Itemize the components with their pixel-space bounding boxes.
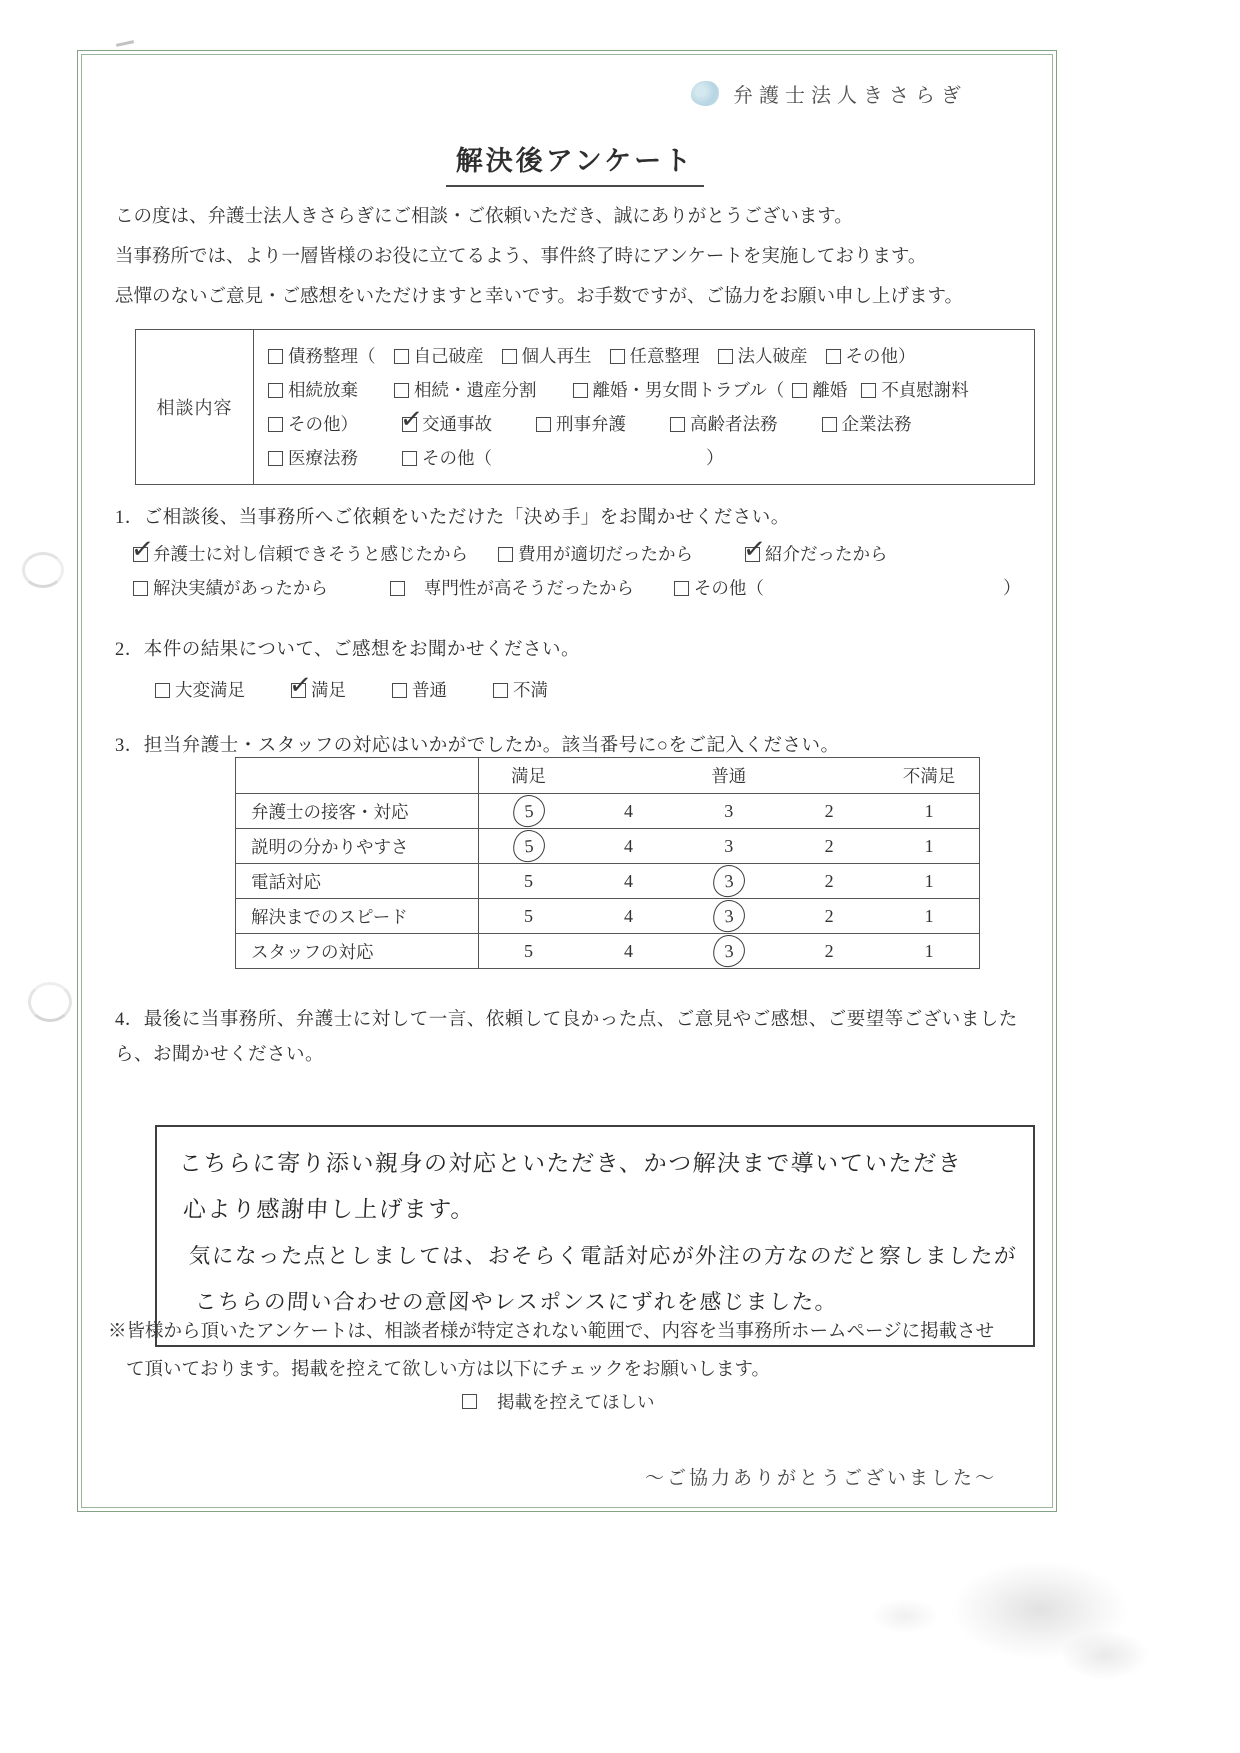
intro-line: この度は、弁護士法人きさらぎにご相談・ご依頼いただき、誠にありがとうございます。 bbox=[115, 207, 853, 227]
question-2 bbox=[115, 635, 1035, 707]
page-border-frame bbox=[77, 50, 1057, 1512]
firm-name: 弁護士法人きさらぎ bbox=[733, 85, 967, 107]
rating-cell[interactable]: 2 bbox=[824, 800, 834, 821]
rating-cell[interactable]: 4 bbox=[624, 800, 634, 821]
checkbox-icon bbox=[610, 349, 625, 364]
rating-row bbox=[236, 934, 980, 969]
checkbox-option[interactable]: その他（ bbox=[674, 571, 764, 605]
question-2-title: 2．本件の結果について、ご感想をお聞かせください。 bbox=[115, 640, 581, 660]
checkbox-icon bbox=[822, 417, 837, 432]
publication-note-line: ※皆様から頂いたアンケートは、相談者様が特定されない範囲で、内容を当事務所ホームページに掲載させ bbox=[108, 1322, 995, 1342]
checkbox-option[interactable]: 相続放棄 bbox=[268, 373, 358, 407]
rating-cell[interactable]: 1 bbox=[924, 800, 934, 821]
consultation-type-table bbox=[135, 329, 1035, 485]
rating-row bbox=[236, 829, 980, 864]
q2-options bbox=[155, 673, 1035, 707]
checkbox-option[interactable]: 大変満足 bbox=[155, 673, 245, 707]
checkbox-icon bbox=[573, 383, 588, 398]
intro-line: 忌憚のないご意見・ご感想をいただけますと幸いです。お手数ですが、ご協力をお願い申し上げます。 bbox=[115, 287, 964, 307]
rating-cell[interactable]: 4 bbox=[624, 940, 634, 961]
checkbox-icon bbox=[133, 547, 148, 562]
close-paren: ） bbox=[706, 448, 724, 468]
checkbox-option[interactable]: 不満 bbox=[493, 673, 548, 707]
question-4 bbox=[115, 1003, 1035, 1363]
publication-note bbox=[108, 1313, 1038, 1389]
checkbox-option[interactable]: 債務整理（ bbox=[268, 339, 376, 373]
question-1-title: 1．ご相談後、当事務所へご依頼をいただけた「決め手」をお聞かせください。 bbox=[115, 508, 790, 528]
consult-row-1 bbox=[268, 339, 1028, 373]
consultation-label: 相談内容 bbox=[136, 330, 254, 484]
checkbox-option[interactable]: 刑事弁護 bbox=[536, 407, 626, 441]
rating-cell[interactable]: 1 bbox=[924, 940, 934, 961]
rating-cell[interactable]: 2 bbox=[824, 905, 834, 926]
checkbox-icon bbox=[268, 383, 283, 398]
question-4-title: 4．最後に当事務所、弁護士に対して一言、依頼して良かった点、ご意見やご感想、ご要望等ございましたら、お聞かせください。 bbox=[115, 1010, 1018, 1065]
checkbox-icon bbox=[268, 451, 283, 466]
checkbox-option[interactable]: 企業法務 bbox=[822, 407, 912, 441]
checkbox-option[interactable]: ✓ 紹介だったから bbox=[745, 537, 888, 571]
checkbox-icon bbox=[670, 417, 685, 432]
checkbox-option[interactable]: 任意整理 bbox=[610, 339, 700, 373]
firm-logo-icon bbox=[691, 81, 719, 106]
rating-cell[interactable]: 3 bbox=[679, 899, 779, 934]
rating-cell[interactable]: 4 bbox=[624, 870, 634, 891]
rating-cell[interactable]: 4 bbox=[624, 905, 634, 926]
rating-cell[interactable]: 5 bbox=[524, 905, 534, 926]
checkbox-icon bbox=[390, 581, 405, 596]
rating-header-row bbox=[236, 758, 980, 794]
optout-label: 掲載を控えてほしい bbox=[497, 1392, 655, 1412]
checkbox-icon bbox=[718, 349, 733, 364]
rating-cell[interactable]: 2 bbox=[824, 835, 834, 856]
checkbox-option[interactable]: 法人破産 bbox=[718, 339, 808, 373]
scan-smudge bbox=[870, 1598, 940, 1634]
checkbox-icon bbox=[155, 683, 170, 698]
checkbox-icon bbox=[861, 383, 876, 398]
checkbox-option[interactable]: 自己破産 bbox=[394, 339, 484, 373]
checkbox-option[interactable]: 医療法務 bbox=[268, 441, 358, 475]
checkbox-icon bbox=[462, 1394, 477, 1409]
rating-cell[interactable]: 2 bbox=[824, 870, 834, 891]
closing-message: 〜ご協力ありがとうございました〜 bbox=[644, 1468, 997, 1489]
checkbox-icon bbox=[402, 417, 417, 432]
rating-cell[interactable]: 3 bbox=[679, 934, 779, 969]
rating-cell[interactable]: 1 bbox=[924, 835, 934, 856]
checkbox-icon bbox=[674, 581, 689, 596]
consult-row-3 bbox=[268, 407, 1028, 441]
checkbox-icon bbox=[392, 683, 407, 698]
checkbox-option[interactable]: その他） bbox=[826, 339, 916, 373]
rating-header-neutral: 普通 bbox=[711, 766, 747, 786]
checkbox-icon bbox=[394, 349, 409, 364]
checkbox-option[interactable]: 解決実績があったから bbox=[133, 571, 328, 605]
checkbox-option[interactable]: ✓ 交通事故 bbox=[402, 407, 492, 441]
close-paren: ） bbox=[1003, 578, 1021, 598]
checkbox-option[interactable]: 相続・遺産分割 bbox=[394, 373, 537, 407]
checkbox-option[interactable]: 普通 bbox=[392, 673, 447, 707]
checkbox-option[interactable]: ✓ 満足 bbox=[291, 673, 346, 707]
rating-cell[interactable]: 5 bbox=[478, 794, 578, 829]
rating-cell[interactable]: 5 bbox=[478, 829, 578, 864]
q1-options-row-2 bbox=[133, 571, 1035, 605]
rating-cell[interactable]: 4 bbox=[624, 835, 634, 856]
checkbox-icon bbox=[792, 383, 807, 398]
rating-row-label: 電話対応 bbox=[236, 864, 479, 899]
handwritten-line: 心より感謝申し上げます。 bbox=[182, 1197, 476, 1222]
rating-cell[interactable]: 2 bbox=[824, 940, 834, 961]
checkbox-option[interactable]: 高齢者法務 bbox=[670, 407, 778, 441]
checkbox-icon bbox=[268, 349, 283, 364]
rating-cell[interactable]: 5 bbox=[524, 870, 534, 891]
punch-hole bbox=[28, 982, 72, 1022]
scan-smudge bbox=[950, 1560, 1130, 1660]
publication-note-line: て頂いております。掲載を控えて欲しい方は以下にチェックをお願いします。 bbox=[126, 1360, 770, 1380]
checkbox-option[interactable]: その他） bbox=[268, 407, 358, 441]
consult-row-4 bbox=[268, 441, 1028, 475]
consult-row-2 bbox=[268, 373, 1028, 407]
scan-artifact bbox=[116, 40, 134, 47]
handwritten-line: 気になった点としましては、おそらく電話対応が外注の方なのだと察しましたが bbox=[188, 1244, 1018, 1268]
checkbox-option[interactable]: 専門性が高そうだったから bbox=[390, 571, 634, 605]
checkbox-option[interactable]: 離婚 bbox=[792, 373, 847, 407]
rating-header-unsatisfied: 不満足 bbox=[902, 766, 956, 786]
rating-row-label: 説明の分かりやすさ bbox=[236, 829, 479, 864]
page-title: 解決後アンケート bbox=[446, 139, 704, 187]
checkbox-icon bbox=[498, 547, 513, 562]
intro-line: 当事務所では、より一層皆様のお役に立てるよう、事件終了時にアンケートを実施しております。 bbox=[115, 247, 927, 267]
checkbox-icon bbox=[826, 349, 841, 364]
rating-row bbox=[236, 864, 980, 899]
rating-table bbox=[235, 757, 980, 969]
checkbox-icon bbox=[268, 417, 283, 432]
checkbox-option[interactable]: 不貞慰謝料 bbox=[861, 373, 969, 407]
question-3-title: 3．担当弁護士・スタッフの対応はいかがでしたか。該当番号に○をご記入ください。 bbox=[115, 736, 840, 756]
checkbox-option[interactable]: ✓ 弁護士に対し信頼できそうと感じたから bbox=[133, 537, 468, 571]
optout-option[interactable] bbox=[462, 1389, 655, 1414]
intro-paragraph bbox=[115, 197, 1035, 317]
handwritten-line: こちらに寄り添い親身の対応といただき、かつ解決まで導いていただき bbox=[178, 1151, 963, 1176]
rating-row-label: 弁護士の接客・対応 bbox=[236, 794, 479, 829]
rating-row bbox=[236, 899, 980, 934]
checkbox-option[interactable]: 離婚・男女間トラブル（ bbox=[573, 373, 785, 407]
checkbox-icon bbox=[745, 547, 760, 562]
rating-cell[interactable]: 3 bbox=[679, 864, 779, 899]
rating-cell[interactable]: 1 bbox=[924, 870, 934, 891]
question-3 bbox=[115, 731, 1035, 1011]
rating-cell[interactable]: 3 bbox=[724, 800, 734, 821]
checkbox-icon bbox=[402, 451, 417, 466]
rating-row bbox=[236, 794, 980, 829]
question-1 bbox=[115, 503, 1035, 605]
scan-smudge bbox=[1060, 1630, 1150, 1680]
checkbox-icon bbox=[502, 349, 517, 364]
handwritten-line: こちらの問い合わせの意図やレスポンスにずれを感じました。 bbox=[194, 1290, 839, 1314]
rating-cell[interactable]: 5 bbox=[524, 940, 534, 961]
checkbox-option[interactable]: その他（ bbox=[402, 441, 492, 475]
rating-header-satisfied: 満足 bbox=[511, 766, 547, 786]
checkbox-icon bbox=[133, 581, 148, 596]
firm-logo bbox=[115, 79, 1035, 108]
rating-cell[interactable]: 3 bbox=[724, 835, 734, 856]
q1-options-row-1 bbox=[133, 537, 1035, 571]
checkbox-option[interactable]: 費用が適切だったから bbox=[498, 537, 693, 571]
rating-row-label: 解決までのスピード bbox=[236, 899, 479, 934]
checkbox-icon bbox=[291, 683, 306, 698]
checkbox-option[interactable]: 個人再生 bbox=[502, 339, 592, 373]
checkbox-icon bbox=[536, 417, 551, 432]
punch-hole bbox=[22, 552, 64, 588]
checkbox-icon bbox=[394, 383, 409, 398]
checkbox-icon bbox=[493, 683, 508, 698]
rating-row-label: スタッフの対応 bbox=[236, 934, 479, 969]
rating-cell[interactable]: 1 bbox=[924, 905, 934, 926]
